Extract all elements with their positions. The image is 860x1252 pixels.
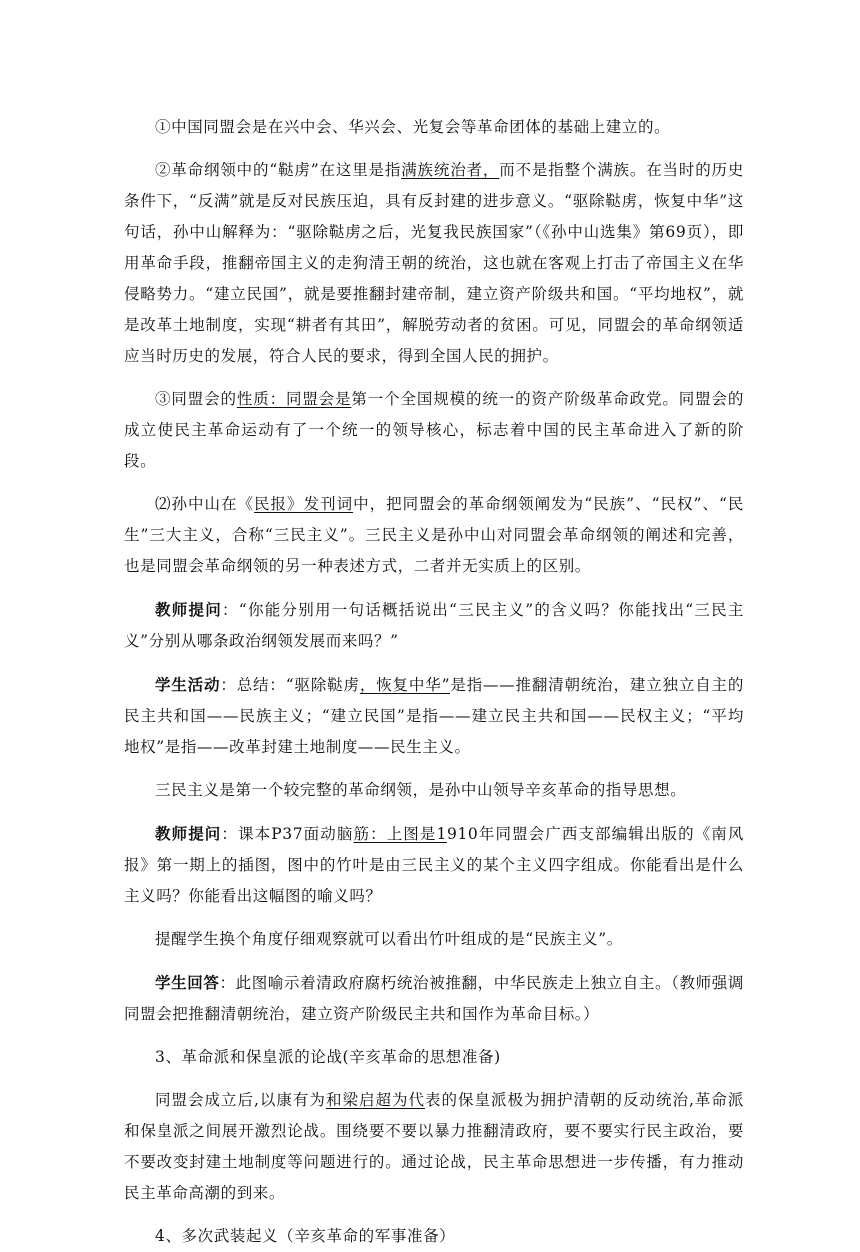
underlined-text: ，恢复中华” <box>359 676 451 694</box>
label-student-activity: 学生活动 <box>155 675 221 694</box>
label-teacher-question: 教师提问 <box>155 600 223 619</box>
underlined-text: 满族统治者， <box>401 161 500 179</box>
paragraph-3: ③同盟会的性质：同盟会是第一个全国规模的统一的资产阶级革命政党。同盟会的成立使民主革命运动有了一个统一的领导核心，标志着中国的民主革命进入了新的阶段。 <box>124 390 744 470</box>
label-teacher-question: 教师提问 <box>155 824 222 843</box>
underlined-text: 民报》发刊词 <box>254 495 354 513</box>
teacher-question-1: 教师提问：“你能分别用一句话概括说出“三民主义”的含义吗？你能找出“三民主义”分别从哪条政治纲领发展而来吗？” <box>124 600 745 650</box>
student-answer: 学生回答：此图喻示着清政府腐朽统治被推翻，中华民族走上独立自主。（教师强调同盟会把推翻清朝统治，建立资产阶级民主共和国作为革命目标。） <box>124 973 744 1023</box>
paragraph-7: 三民主义是第一个较完整的革命纲领，是孙中山领导辛亥革命的指导思想。 <box>155 781 687 799</box>
teacher-question-2: 教师提问：课本P37面动脑筋：上图是1910年同盟会广西支部编辑出版的《南风报》第一期上的插图，图中的竹叶是由三民主义的某个主义四字组成。你能看出是什么主义吗？你能看出这幅图的喻义吗？ <box>124 824 745 905</box>
paragraph-4: ⑵孙中山在《民报》发刊词中，把同盟会的革命纲领阐发为“民族”、“民权”、“民生”三大主义，合称“三民主义”。三民主义是孙中山对同盟会革命纲领的阐述和完善，也是同盟会革命纲领的另一种表述方式，二者并无实质上的区别。 <box>124 495 744 575</box>
paragraph-12: 同盟会成立后,以康有为和梁启超为代表的保皇派极为拥护清朝的反动统治,革命派和保皇派之间展开激烈论战。围绕要不要以暴力推翻清政府，要不要实行民主政治，要不要改变封建土地制度等问题进行的。通过论战，民主革命思想进一步传播，有力推动民主革命高潮的到来。 <box>124 1091 744 1202</box>
section-heading-4: 4、多次武装起义（辛亥革命的军事准备） <box>155 1227 456 1245</box>
label-student-answer: 学生回答 <box>155 973 220 992</box>
underlined-text: 和梁启超为代 <box>325 1091 425 1109</box>
paragraph-9: 提醒学生换个角度仔细观察就可以看出竹叶组成的是“民族主义”。 <box>155 930 623 948</box>
underlined-text: 性质：同盟会是 <box>236 390 352 408</box>
student-activity: 学生活动：总结：“驱除鞑虏，恢复中华”是指——推翻清朝统治，建立独立自主的民主共和国——民族主义；“建立民国”是指——建立民主共和国——民权主义；“平均地权”是指——改革封建土地制度——民生主义。 <box>124 675 745 756</box>
section-heading-3: 3、革命派和保皇派的论战(辛亥革命的思想准备) <box>155 1048 501 1066</box>
paragraph-1: ①中国同盟会是在兴中会、华兴会、光复会等革命团体的基础上建立的。 <box>155 118 671 136</box>
paragraph-2: ②革命纲领中的“鞑虏”在这里是指满族统治者，而不是指整个满族。在当时的历史条件下，“反满”就是反对民族压迫，具有反封建的进步意义。“驱除鞑虏，恢复中华”这句话，孙中山解释为：“驱除鞑虏之后，光复我民族国家”（《孙中山选集》第69页），即用革命手段，推翻帝国主义的走狗清王朝的统治，这也就在客观上打击了帝国主义在华侵略势力。“建立民国”，就是要推翻封建帝制，建立资产阶级共和国。“平均地权”，就是改革土地制度，实现“耕者有其田”，解脱劳动者的贫困。可见，同盟会的革命纲领适应当时历史的发展，符合人民的要求，得到全国人民的拥护。 <box>124 161 744 365</box>
underlined-text: 筋：上图是1 <box>353 825 447 843</box>
